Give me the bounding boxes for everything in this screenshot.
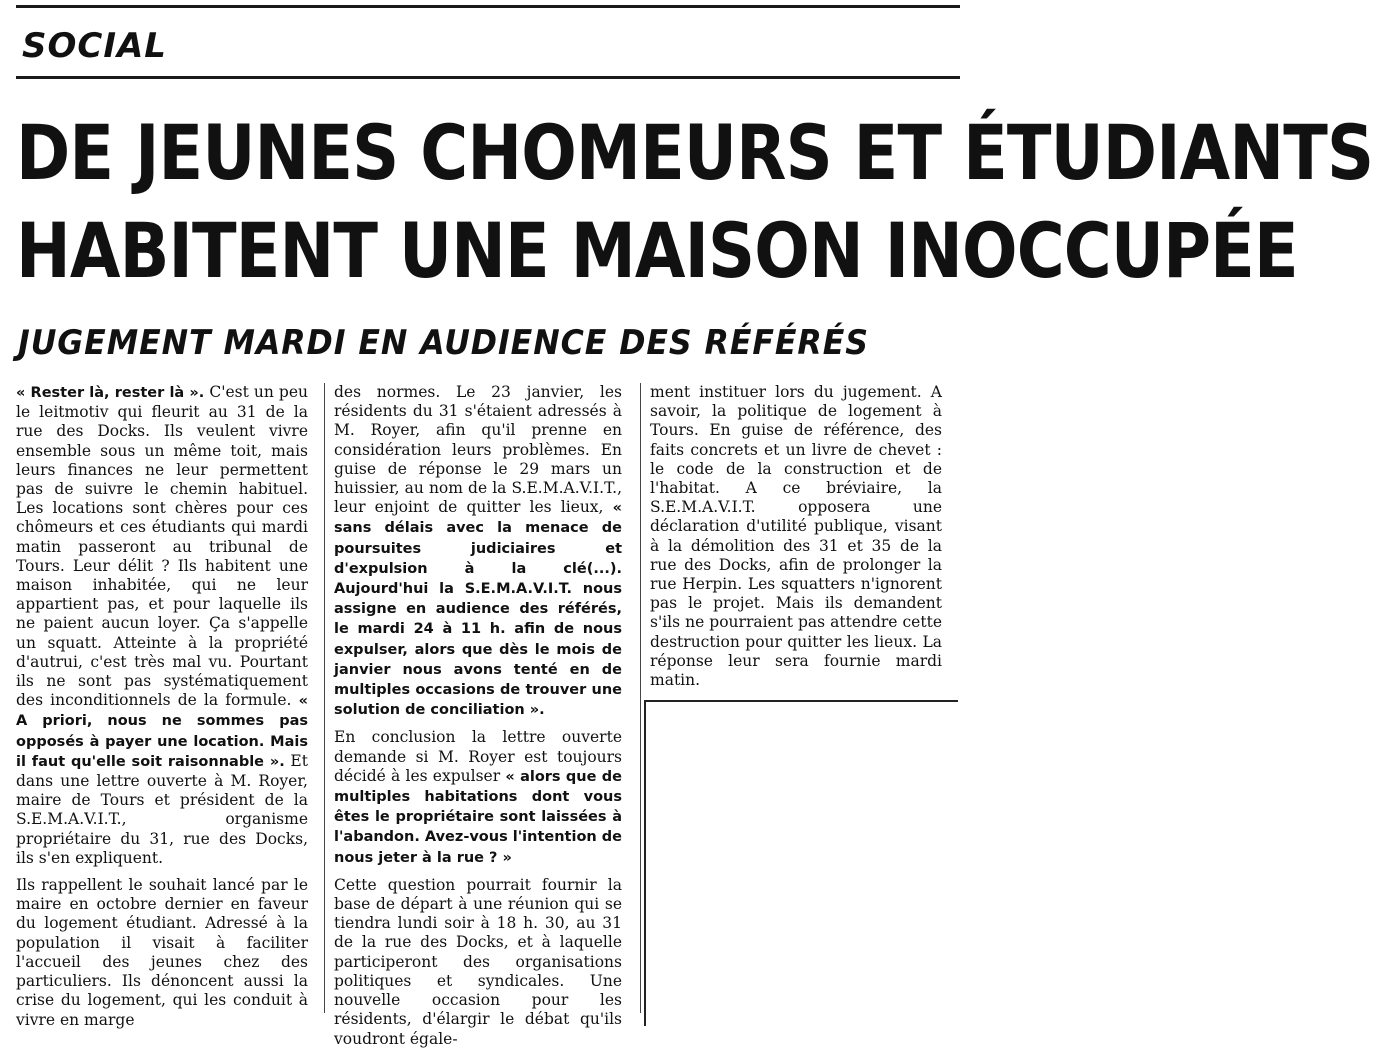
headline — [16, 104, 1373, 300]
headline-line-1: DE JEUNES CHOMEURS ET ÉTUDIANTS — [16, 108, 1373, 197]
body-text: C'est un peu le leitmotiv qui fleurit au 31 de la rue des Docks. Ils veulent vivre ensemble sous un même toit, mais leurs finances ne leur permettent pas de suivre le chemin habituel. Les locations sont chères pour ces chômeurs et ces étudiants qui mardi matin passeront au tribunal de Tours. Leur délit ? Ils habitent une maison inhabitée, qui ne leur appartient pas, et pour laquelle ils ne paient aucun loyer. Ça s'appelle un squatt. Atteinte à la propriété d'autrui, c'est très mal vu. Pourtant ils ne sont pas systématiquement des inconditionnels de la formule. — [16, 383, 308, 710]
headline-line-2: HABITENT UNE MAISON INOCCUPÉE — [16, 206, 1298, 295]
quote-bold: « alors que de multiples habitations dont vous êtes le propriétaire sont laissées à l'abandon. Avez-vous l'intention de nous jeter à la rue ? » — [334, 768, 623, 866]
quote-bold: « sans délais avec la menace de poursuites judiciaires et d'expulsion à la clé(...). Aujourd'hui la S.E.M.A.V.I.T. nous assigne en audience des référés, le mardi 24 à 11 h. afin de nous expulser, alors que dès le mois de janvier nous avons tenté en de multiples occasions de trouver une solution de conciliation ». — [334, 500, 622, 719]
body-text: des normes. Le 23 janvier, les résidents du 31 s'étaient adressés à M. Royer, afin qu'il prenne en considération leurs problèmes. En guise de réponse le 29 mars un huissier, au nom de la S.E.M.A.V.I.T., leur enjoint de quitter les lieux, — [334, 383, 622, 517]
paragraph — [334, 728, 622, 867]
quote-bold: « A priori, nous ne sommes pas opposés à payer une location. Mais il faut qu'elle soit raisonnable ». — [16, 693, 308, 770]
body-text: En conclusion la lettre ouverte demande si M. Royer est toujours décidé à les expulser — [334, 728, 622, 785]
subheadline: JUGEMENT MARDI EN AUDIENCE DES RÉFÉRÉS — [18, 323, 869, 363]
column-divider — [324, 383, 325, 1013]
article-column-1 — [16, 383, 308, 1030]
paragraph: Ils rappellent le souhait lancé par le maire en octobre dernier en faveur du logement étudiant. Adressé à la population il visait à faciliter l'accueil des jeunes chez des particuliers. Ils dénoncent aussi la crise du logement, qui les conduit à vivre en marge — [16, 876, 308, 1029]
article-column-3 — [650, 383, 942, 690]
paragraph — [16, 383, 308, 868]
body-text: Et dans une lettre ouverte à M. Royer, maire de Tours et président de la S.E.M.A.V.I.T., organisme propriétaire du 31, rue des Docks, ils s'en expliquent. — [16, 751, 308, 867]
section-rule — [16, 76, 960, 79]
top-rule — [16, 5, 960, 8]
quote-bold: « Rester là, rester là ». — [16, 385, 205, 401]
paragraph: Cette question pourrait fournir la base de départ à une réunion qui se tiendra lundi soir à 18 h. 30, au 31 de la rue des Docks, et à laquelle participeront des organisations politiques et syndicales. Une nouvelle occasion pour les résidents, d'élargir le débat qu'ils voudront égale- — [334, 875, 622, 1048]
paragraph: ment instituer lors du jugement. A savoir, la politique de logement à Tours. En guise de référence, des faits concrets et un livre de chevet : le code de la construction et de l'habitat. A ce bréviaire, la S.E.M.A.V.I.T. opposera une déclaration d'utilité publique, visant à la démolition des 31 et 35 de la rue des Docks, afin de prolonger la rue Herpin. Les squatters n'ignorent pas le projet. Mais ils demandent s'ils ne pourraient pas attendre cette destruction pour quitter les lieux. La réponse leur sera fournie mardi matin. — [650, 383, 942, 690]
paragraph — [334, 383, 622, 720]
column-divider — [640, 383, 641, 1013]
section-label: SOCIAL — [22, 26, 167, 66]
empty-box-frame — [644, 700, 958, 1026]
article-column-2 — [334, 383, 622, 1049]
